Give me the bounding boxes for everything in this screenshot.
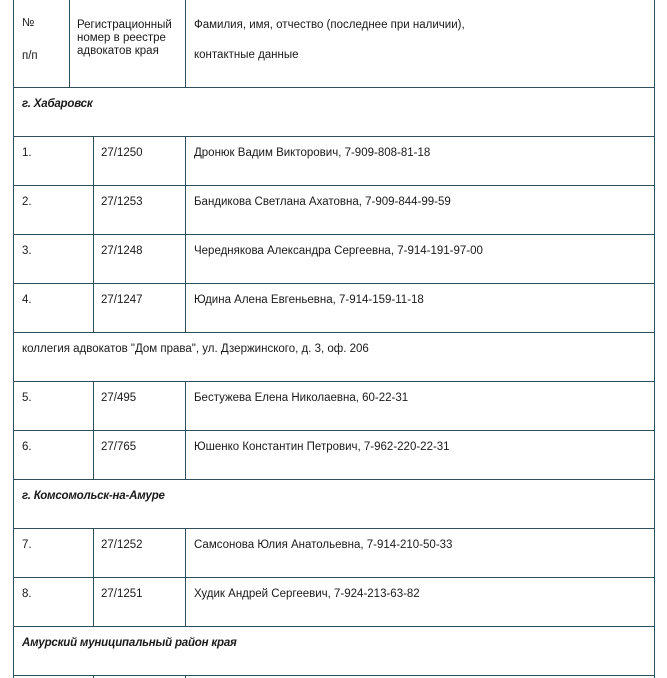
row-1-person: Дронюк Вадим Викторович, 7-909-808-81-18 [194,147,431,159]
row-7-person: Самсонова Юлия Анатольевна, 7-914-210-50-33 [194,539,453,551]
row-1-number: 1. [22,147,32,159]
row-8-number: 8. [22,588,32,600]
row-8-registration: 27/1251 [101,588,143,600]
row-5-person: Бестужева Елена Николаевна, 60-22-31 [194,392,409,404]
header-name-line-1: Фамилия, имя, отчество (последнее при наличии), [194,19,465,31]
row-4-registration: 27/1247 [101,294,143,306]
section-khabarovsk: г. Хабаровск [22,98,93,110]
row-3-person: Череднякова Александра Сергеевна, 7-914-191-97-00 [194,245,483,257]
header-name-line-2: контактные данные [194,49,299,61]
section-komsomolsk: г. Комсомольск-на-Амуре [22,490,165,502]
row-5-number: 5. [22,392,32,404]
header-registration-line-3: адвокатов края [77,45,159,57]
row-6-number: 6. [22,441,32,453]
row-8-person: Худик Андрей Сергеевич, 7-924-213-63-82 [194,588,420,600]
row-3-number: 3. [22,245,32,257]
header-number-sign: № [22,17,35,29]
row-6-person: Юшенко Константин Петрович, 7-962-220-22-31 [194,441,450,453]
row-2-number: 2. [22,196,32,208]
row-7-number: 7. [22,539,32,551]
header-registration-line-1: Регистрационный [77,19,172,31]
header-registration-line-2: номер в реестре [77,32,166,44]
row-4-number: 4. [22,294,32,306]
section-dom-prava: коллегия адвокатов "Дом права", ул. Дзержинского, д. 3, оф. 206 [22,343,369,355]
row-7-registration: 27/1252 [101,539,143,551]
row-2-registration: 27/1253 [101,196,143,208]
row-6-registration: 27/765 [101,441,137,453]
row-3-registration: 27/1248 [101,245,143,257]
row-1-registration: 27/1250 [101,147,143,159]
row-2-person: Бандикова Светлана Ахатовна, 7-909-844-99-59 [194,196,451,208]
row-5-registration: 27/495 [101,392,137,404]
section-amursky: Амурский муниципальный район края [22,637,237,649]
row-4-person: Юдина Алена Евгеньевна, 7-914-159-11-18 [194,294,424,306]
header-number-abbr: п/п [22,50,38,62]
